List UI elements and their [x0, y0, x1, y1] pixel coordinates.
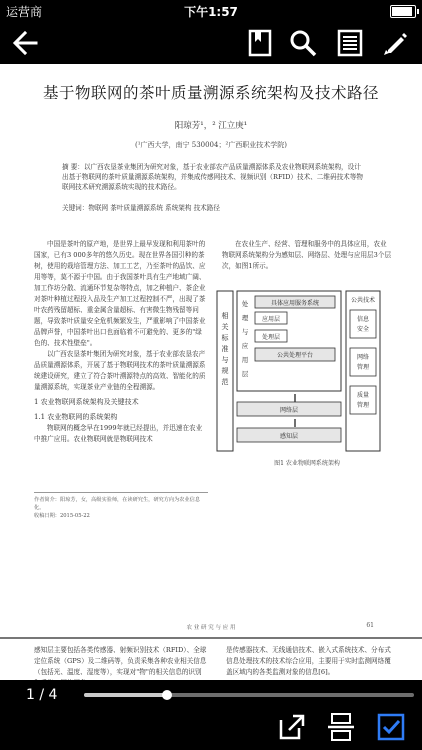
- section-heading: 1 农业物联网系统架构及关键技术: [34, 398, 139, 406]
- search-icon: [288, 28, 318, 58]
- footnote: [34, 492, 208, 520]
- subsection-heading: 1.1 农业物联网的系统架构: [34, 413, 118, 421]
- journal-footer: 农 业 研 究 与 应 用: [186, 625, 236, 631]
- top-toolbar: [0, 22, 422, 64]
- left-column: [34, 239, 208, 445]
- pencil-icon: [380, 28, 410, 58]
- bookmark-button[interactable]: [245, 28, 275, 58]
- battery-icon: [390, 5, 416, 18]
- app-layer-label: 应用层: [261, 316, 281, 323]
- public-tech-label: 公共技术: [350, 297, 376, 304]
- bottom-bar: [0, 680, 422, 750]
- body-paragraph: 物联网的概念早在1999年就已经提出，并迅速在农业中推广应用。农业物联网就是物联网技术: [34, 424, 203, 443]
- page-indicator: 1 / 4: [26, 687, 58, 703]
- right-column: [222, 239, 392, 272]
- figure-caption: 图1 农业物联网系统架构: [274, 460, 340, 467]
- search-button[interactable]: [288, 28, 318, 58]
- page-slider-fill: [84, 693, 167, 697]
- arrow-left-icon: [10, 28, 40, 58]
- paper-keywords: 关键词：物联网 茶叶质量溯源系统 系统架构 技术路径: [62, 204, 220, 212]
- info-security-label: 信息安全: [356, 316, 370, 333]
- quality-management-label: 质量管理: [356, 392, 370, 409]
- app-service-label: 具体应用服务系统: [270, 300, 320, 307]
- body-paragraph: 感知层主要包括各类传感器、射频识别技术（RFID）、全球定位系统（GPS）及二维码等，负责采集各种农业相关信息（包括光、温度、湿度等），实现对"物"的相关信息的识别: [34, 646, 207, 676]
- annotate-button[interactable]: [380, 28, 410, 58]
- public-platform-label: 公共处理平台: [276, 352, 314, 359]
- share-icon: [277, 712, 307, 742]
- body-paragraph: 以广西农垦茶叶集团为研究对象，基于农业部农垦农产品质量溯源体系，开展了基于物联网技术的茶叶质量溯源系统建设研究，建立了符合茶叶溯源特点的高效、智能化的质量溯源系统，实现茶业产业链的全程溯源。: [34, 350, 206, 391]
- footnote-received: 收稿日期：2015-05-22: [34, 513, 90, 519]
- page-layout-icon: [326, 712, 356, 742]
- page-mode-button[interactable]: [326, 712, 356, 742]
- body-paragraph: 是传感器技术、无线通信技术、嵌入式系统技术、分布式信息处理技术的技术综合应用，主要用于实时监测网络覆盖区域内的各类监测对象的信息[6]。: [226, 646, 391, 676]
- paper-authors: 阳琼芳¹，² 江立庚¹: [174, 121, 248, 131]
- next-page-preview: [0, 637, 422, 682]
- battery-level: [392, 7, 412, 16]
- body-paragraph: 在农业生产、经营、管理和服务中的具体应用，农业物联网系统架构分为感知层、网络层、处理与应用层3个层次，如图1所示。: [222, 240, 392, 270]
- document-page[interactable]: [0, 64, 422, 680]
- carrier-label: 运营商: [6, 5, 43, 19]
- page-number: 61: [366, 622, 374, 629]
- processing-layer-label: 处理层: [261, 334, 281, 341]
- checkbox-icon: [376, 712, 406, 742]
- body-paragraph: 中国是茶叶的原产地，是世界上最早发现和利用茶叶的国家，已有3 000多年的悠久历史。现在世界各国引种的茶树，使用的栽培管理方法、加工工艺，乃至茶叶的品饮、应用等等，莫不源于中国。由于我国茶叶具有生产地域广阔、加工作坊分散、流通环节复杂等特点，加之种植户、茶企业对茶叶种植过程投入品及生产加工过程控制不严，出现了茶叶农药残留超标、重金属含量超标、有害微生物残留等问题，导致茶叶质量安全危机频繁发生，严重影响了中国茶业品牌声誉，中国茶叶出口也面临着不可避免的、更多的"绿色的、技术性壁垒"。: [34, 240, 206, 347]
- perception-layer-label: 感知层: [279, 433, 299, 440]
- list-icon: [335, 28, 365, 58]
- clock: 下午1:57: [184, 5, 238, 19]
- network-management-label: 网络管理: [356, 354, 370, 371]
- architecture-figure: [213, 288, 383, 453]
- page-slider[interactable]: [84, 693, 414, 697]
- page-slider-knob[interactable]: [162, 690, 172, 700]
- back-button[interactable]: [10, 28, 40, 58]
- select-button[interactable]: [376, 712, 406, 742]
- paper-title: 基于物联网的茶叶质量溯源系统架构及技术路径: [42, 84, 379, 102]
- processing-application-label: 处理与应用层: [241, 300, 249, 378]
- bookmark-icon: [245, 28, 275, 58]
- paper-affiliations: (¹广西大学，南宁 530004；²广西职业技术学院): [134, 141, 288, 149]
- footnote-author: 作者简介：阳琼芳，女，高级实验师，在读研究生，研究方向为农业信息化。: [34, 497, 201, 511]
- status-bar: [0, 0, 422, 22]
- standards-label: 相关标准与规范: [221, 312, 229, 386]
- paper-abstract: 摘 要：以广西农垦茶业集团为研究对象，基于农业部农产品质量溯源体系及农业物联网系统架构，设计出基于物联网的茶叶质量溯源系统架构，并集成传感网技术、视频识别（RFID）技术、二维码技术等物联网技术研究溯源系统实现的技术路径。: [62, 163, 363, 191]
- outline-button[interactable]: [335, 28, 365, 58]
- network-layer-label: 网络层: [279, 407, 299, 414]
- share-button[interactable]: [277, 712, 307, 742]
